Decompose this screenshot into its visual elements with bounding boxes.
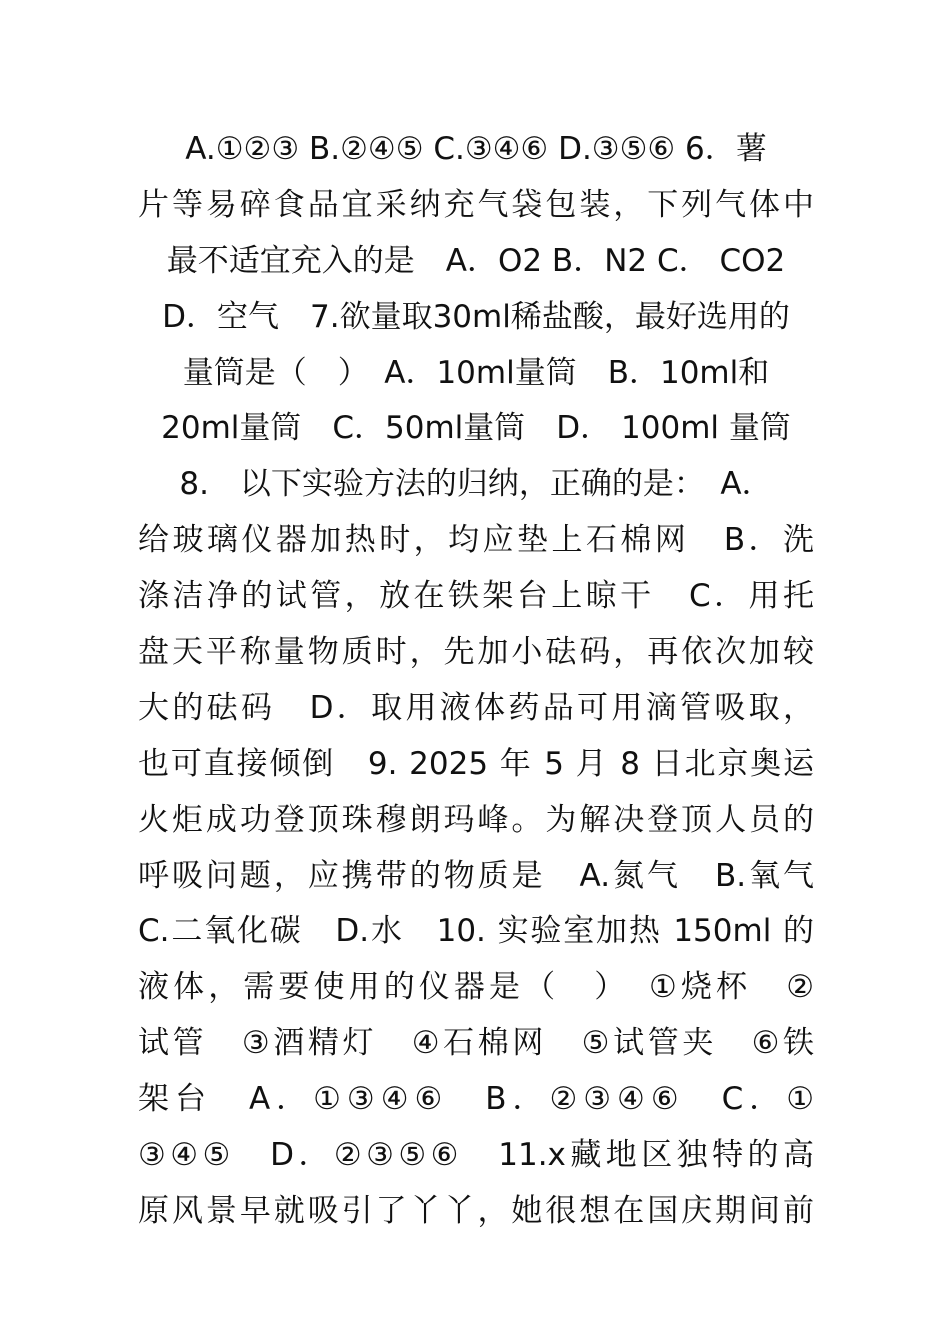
text-line: D．空气 7.欲量取30ml稀盐酸，最好选用的 <box>162 298 790 335</box>
text-line: 8. 以下实验方法的归纳，正确的是： A． <box>179 466 773 503</box>
text-line: 给玻璃仪器加热时，均应垫上石棉网 B．洗 <box>138 522 814 559</box>
text-line: 架台 A．①③④⑥ B．②③④⑥ C．① <box>138 1081 814 1118</box>
text-line: 原风景早就吸引了丫丫，她很想在国庆期间前 <box>138 1192 814 1229</box>
text-line: 液体，需要使用的仪器是（ ） ①烧杯 ② <box>138 969 814 1006</box>
text-line: 也可直接倾倒 9. 2025 年 5 月 8 日北京奥运 <box>138 745 814 782</box>
text-line: 盘天平称量物质时，先加小砝码，再依次加较 <box>138 634 814 671</box>
text-line: ③④⑤ D．②③⑤⑥ 11.x藏地区独特的高 <box>138 1137 814 1174</box>
text-line: 火炬成功登顶珠穆朗玛峰。为解决登顶人员的 <box>138 801 814 838</box>
text-line: 呼吸问题，应携带的物质是 A.氮气 B.氧气 <box>138 857 814 894</box>
document-page <box>138 122 814 1240</box>
text-line: C.二氧化碳 D.水 10. 实验室加热 150ml 的 <box>138 913 814 950</box>
text-line: 最不适宜充入的是 A．O2 B．N2 C． CO2 <box>166 242 786 279</box>
text-line: 20ml量筒 C．50ml量筒 D． 100ml 量筒 <box>161 410 791 447</box>
text-line: A.①②③ B.②④⑤ C.③④⑥ D.③⑤⑥ 6．薯 <box>185 131 767 167</box>
text-line: 涤洁净的试管，放在铁架台上晾干 C．用托 <box>138 578 814 615</box>
text-line: 片等易碎食品宜采纳充气袋包装，下列气体中 <box>138 186 814 223</box>
text-line: 大的砝码 D．取用液体药品可用滴管吸取， <box>138 689 814 726</box>
text-line: 试管 ③酒精灯 ④石棉网 ⑤试管夹 ⑥铁 <box>138 1025 814 1062</box>
text-line: 量筒是（ ） A．10ml量筒 B．10ml和 <box>182 354 770 391</box>
